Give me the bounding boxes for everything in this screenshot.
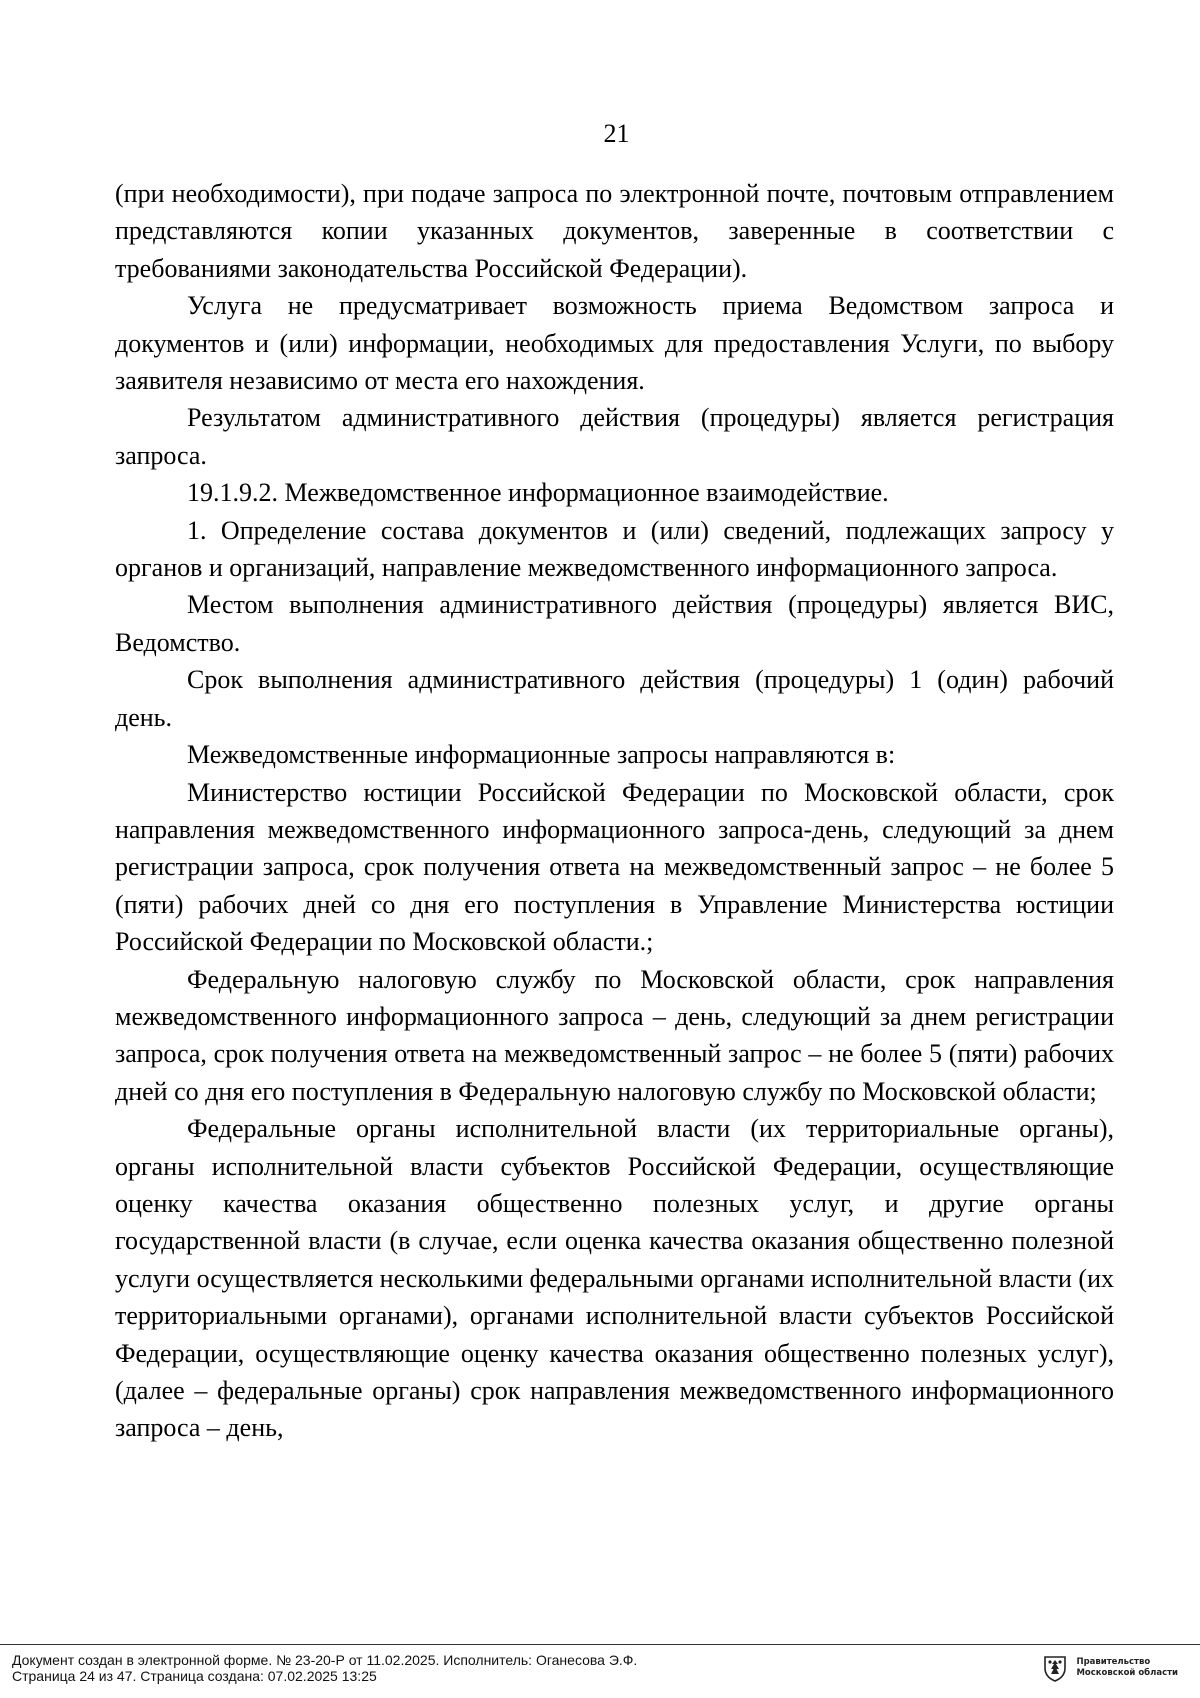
coat-of-arms-icon	[1042, 1654, 1068, 1682]
document-footer	[0, 1644, 1200, 1698]
footer-line-document-info: Документ создан в электронной форме. № 23-20-Р от 11.02.2025. Исполнитель: Оганесова Э.Ф.	[12, 1652, 638, 1668]
paragraph: Федеральную налоговую службу по Московской области, срок направления межведомственного информационного запроса – день, следующий за днем регистрации запроса, срок получения ответа на межведомственный запрос – не более 5 (пяти) рабочих дней со дня его поступления в Федеральную налоговую службу по Московской области;	[115, 964, 1114, 1106]
paragraph: Результатом административного действия (процедуры) является регистрация запроса.	[115, 403, 1114, 470]
paragraph: (при необходимости), при подаче запроса по электронной почте, почтовым отправлением представляются копии указанных документов, заверенные в соответствии с требованиями законодательства Российской Федерации).	[115, 179, 1114, 283]
paragraph: 19.1.9.2. Межведомственное информационное взаимодействие.	[187, 478, 889, 508]
paragraph: Услуга не предусматривает возможность приема Ведомством запроса и документов и (или) информации, необходимых для предоставления Услуги, по выбору заявителя независимо от места его нахождения.	[115, 291, 1114, 396]
footer-meta	[12, 1652, 637, 1684]
government-logo	[1042, 1654, 1178, 1682]
paragraph: Срок выполнения административного действия (процедуры) 1 (один) рабочий день.	[115, 665, 1114, 732]
logo-line-1: Правительство	[1076, 1657, 1151, 1667]
page-number: 21	[603, 119, 630, 148]
paragraph: 1. Определение состава документов и (или) сведений, подлежащих запросу у органов и организаций, направление межведомственного информационного запроса.	[115, 515, 1114, 583]
paragraph: Федеральные органы исполнительной власти (их территориальные органы), органы исполнительной власти субъектов Российской Федерации, осуществляющие оценку качества оказания общественно полезных услуг, и другие органы государственной власти (в случае, если оценка качества оказания общественно полезной услуги осуществляется несколькими федеральными органами исполнительной власти (их территориальными органами), органами исполнительной власти субъектов Российской Федерации, осуществляющие оценку качества оказания общественно полезных услуг), (далее – федеральные органы) срок направления межведомственного информационного запроса – день,	[115, 1114, 1114, 1443]
paragraph: Местом выполнения административного действия (процедуры) является ВИС, Ведомство.	[115, 590, 1114, 657]
document-body	[115, 175, 1114, 1447]
logo-line-2: Московской области	[1076, 1668, 1178, 1678]
paragraph: Министерство юстиции Российской Федерации по Московской области, срок направления межведомственного информационного запроса-день, следующий за днем регистрации запроса, срок получения ответа на межведомственный запрос – не более 5 (пяти) рабочих дней со дня его поступления в Управление Министерства юстиции Российской Федерации по Московской области.;	[115, 777, 1114, 957]
logo-text	[1076, 1657, 1178, 1679]
footer-line-page-info: Страница 24 из 47. Страница создана: 07.02.2025 13:25	[12, 1668, 377, 1684]
paragraph: Межведомственные информационные запросы направляются в:	[187, 740, 896, 770]
footer-divider	[0, 1644, 1200, 1645]
